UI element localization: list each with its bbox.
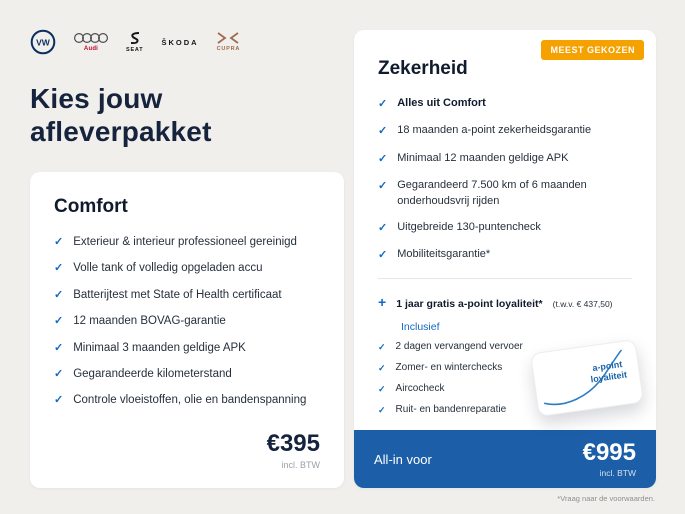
feature-text: 18 maanden a-point zekerheidsgarantie <box>397 124 592 137</box>
check-icon: ✓ <box>54 341 64 354</box>
feature-text: Aircocheck <box>395 382 445 394</box>
most-chosen-badge: MEEST GEKOZEN <box>541 40 644 60</box>
feature-text: 12 maanden BOVAG-garantie <box>73 315 226 328</box>
audi-logo-icon <box>74 32 108 52</box>
zekerheid-price <box>582 438 636 478</box>
list-item <box>378 178 632 209</box>
page-title-line1: Kies jouw <box>30 83 163 114</box>
check-icon: ✓ <box>378 180 388 193</box>
check-icon: ✓ <box>378 249 388 262</box>
feature-text: Uitgebreide 130-puntencheck <box>397 220 541 233</box>
feature-text: Mobiliteitsgarantie* <box>397 248 491 261</box>
check-icon: ✓ <box>378 152 388 165</box>
feature-text: Gegarandeerde kilometerstand <box>73 367 232 380</box>
loyalty-card-line2: loyaliteit <box>590 369 628 385</box>
vw-logo-icon <box>30 29 56 55</box>
check-icon: ✓ <box>54 367 64 380</box>
check-icon: ✓ <box>54 262 64 275</box>
list-item <box>378 123 632 139</box>
divider <box>378 278 632 279</box>
zekerheid-title: Zekerheid <box>378 58 468 79</box>
list-item <box>378 96 632 112</box>
check-icon: ✓ <box>378 383 386 394</box>
zekerheid-feature-list <box>378 96 632 264</box>
zekerheid-price-value: €995 <box>582 438 636 466</box>
page-title-line2: afleverpakket <box>30 116 212 148</box>
feature-text: Zomer- en winterchecks <box>395 361 503 373</box>
list-item <box>54 313 320 329</box>
feature-text: Exterieur & interieur professioneel gereinigd <box>73 236 297 248</box>
check-icon: ✓ <box>54 236 64 248</box>
list-item <box>54 260 320 276</box>
list-item <box>54 366 320 382</box>
feature-text: Ruit- en bandenreparatie <box>395 403 507 415</box>
check-icon: ✓ <box>378 98 388 110</box>
price-footer <box>354 430 656 488</box>
inclusief-label: Inclusief <box>401 320 440 333</box>
check-icon: ✓ <box>54 394 64 407</box>
feature-text: Minimaal 12 maanden geldige APK <box>397 151 569 164</box>
feature-text: 2 dagen vervangend vervoer <box>395 340 523 352</box>
svg-text:VW: VW <box>36 37 50 48</box>
skoda-logo-icon <box>161 38 198 47</box>
check-icon: ✓ <box>378 221 388 234</box>
check-icon: ✓ <box>378 125 388 138</box>
comfort-price-note: incl. BTW <box>281 460 320 470</box>
comfort-feature-list <box>54 234 320 419</box>
feature-text: Batterijtest met State of Health certificaat <box>73 288 282 301</box>
list-item <box>54 234 320 250</box>
footnote: *Vraag naar de voorwaarden. <box>557 494 655 503</box>
skoda-logo-label: ŠKODA <box>161 37 199 47</box>
zekerheid-price-note: incl. BTW <box>599 467 636 478</box>
check-icon: ✓ <box>378 404 386 415</box>
list-item <box>378 247 632 263</box>
seat-logo-icon <box>126 31 143 53</box>
cupra-logo-label: CUPRA <box>216 46 241 52</box>
feature-text: Minimaal 3 maanden geldige APK <box>73 341 246 354</box>
list-item <box>378 151 632 167</box>
check-icon: ✓ <box>378 341 386 352</box>
brand-logo-row <box>30 26 240 58</box>
page-title <box>30 82 212 148</box>
comfort-price <box>54 430 320 470</box>
loyalty-card-line1: a-point <box>591 359 623 374</box>
feature-text: Gegarandeerd 7.500 km of 6 maanden onderhoudsvrij rijden <box>397 179 587 207</box>
plus-icon: + <box>378 293 387 310</box>
loyalty-row <box>378 295 632 310</box>
seat-logo-label: SEAT <box>126 47 144 53</box>
check-icon: ✓ <box>54 288 64 301</box>
check-icon: ✓ <box>54 315 64 328</box>
zekerheid-package-card[interactable] <box>354 30 656 488</box>
list-item <box>378 220 632 236</box>
list-item <box>54 287 320 303</box>
audi-logo-label: Audi <box>83 46 99 52</box>
comfort-price-value: €395 <box>266 430 320 457</box>
list-item <box>54 340 320 356</box>
feature-text: Controle vloeistoffen, olie en bandenspanning <box>73 394 307 407</box>
feature-text: Volle tank of volledig opgeladen accu <box>73 262 263 275</box>
loyalty-title: 1 jaar gratis a-point loyaliteit* <box>396 297 543 310</box>
loyalty-value-note: (t.w.v. € 437,50) <box>552 298 613 309</box>
check-icon: ✓ <box>378 362 386 373</box>
list-item <box>54 392 320 408</box>
cupra-logo-icon <box>217 32 241 52</box>
comfort-title: Comfort <box>54 196 128 217</box>
feature-text: Alles uit Comfort <box>397 97 486 109</box>
allin-label: All-in voor <box>374 451 432 467</box>
comfort-package-card[interactable] <box>30 172 344 488</box>
